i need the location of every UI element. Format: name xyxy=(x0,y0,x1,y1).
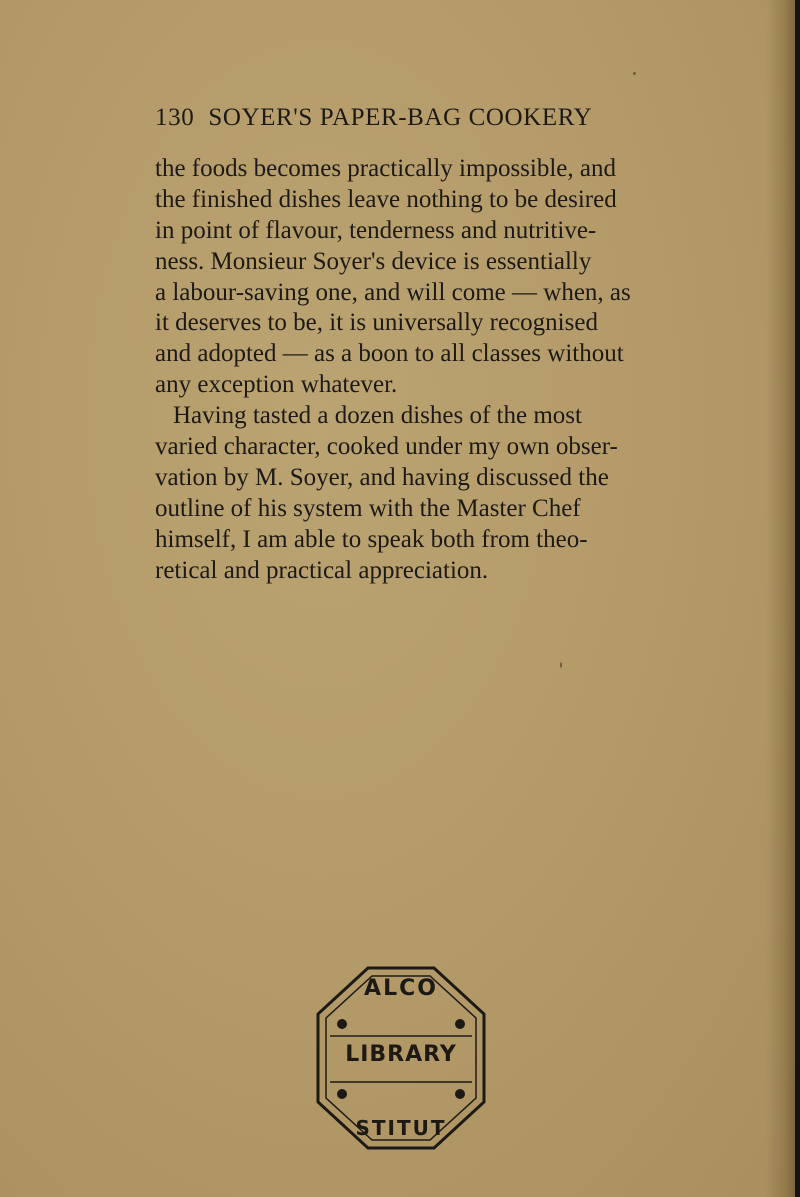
page-edge xyxy=(795,0,800,1197)
text-line: and adopted — as a boon to all classes without xyxy=(155,340,624,368)
page-number: 130 xyxy=(155,104,195,131)
text-line: the finished dishes leave nothing to be desired xyxy=(155,185,617,213)
running-head xyxy=(155,104,675,144)
text-line: vation by M. Soyer, and having discussed the xyxy=(155,463,609,491)
text-line: the foods becomes practically impossible, and xyxy=(155,155,616,182)
text-line: retical and practical appreciation. xyxy=(155,556,489,584)
stamp-top-text: ALCO xyxy=(364,976,438,1001)
paper-speck xyxy=(633,72,636,75)
text-line: in point of flavour, tenderness and nutritive- xyxy=(155,216,597,244)
text-line: varied character, cooked under my own obser- xyxy=(155,433,618,461)
running-head-title: SOYER'S PAPER-BAG COOKERY xyxy=(208,104,593,131)
text-line: himself, I am able to speak both from theo- xyxy=(155,525,588,553)
library-stamp xyxy=(306,958,496,1158)
text-line: outline of his system with the Master Chef xyxy=(155,494,581,522)
body-text xyxy=(155,154,715,586)
text-line: any exception whatever. xyxy=(155,371,398,399)
text-line: a labour-saving one, and will come — when, as xyxy=(155,278,631,306)
stamp-bottom-text: STITUT xyxy=(355,1116,447,1140)
stamp-library-label: LIBRARY xyxy=(345,1042,457,1067)
text-line: it deserves to be, it is universally recognised xyxy=(155,309,598,337)
paragraph-start-line: Having tasted a dozen dishes of the most xyxy=(173,402,582,430)
text-line: ness. Monsieur Soyer's device is essentially xyxy=(155,247,592,275)
paper-speck xyxy=(560,662,562,668)
